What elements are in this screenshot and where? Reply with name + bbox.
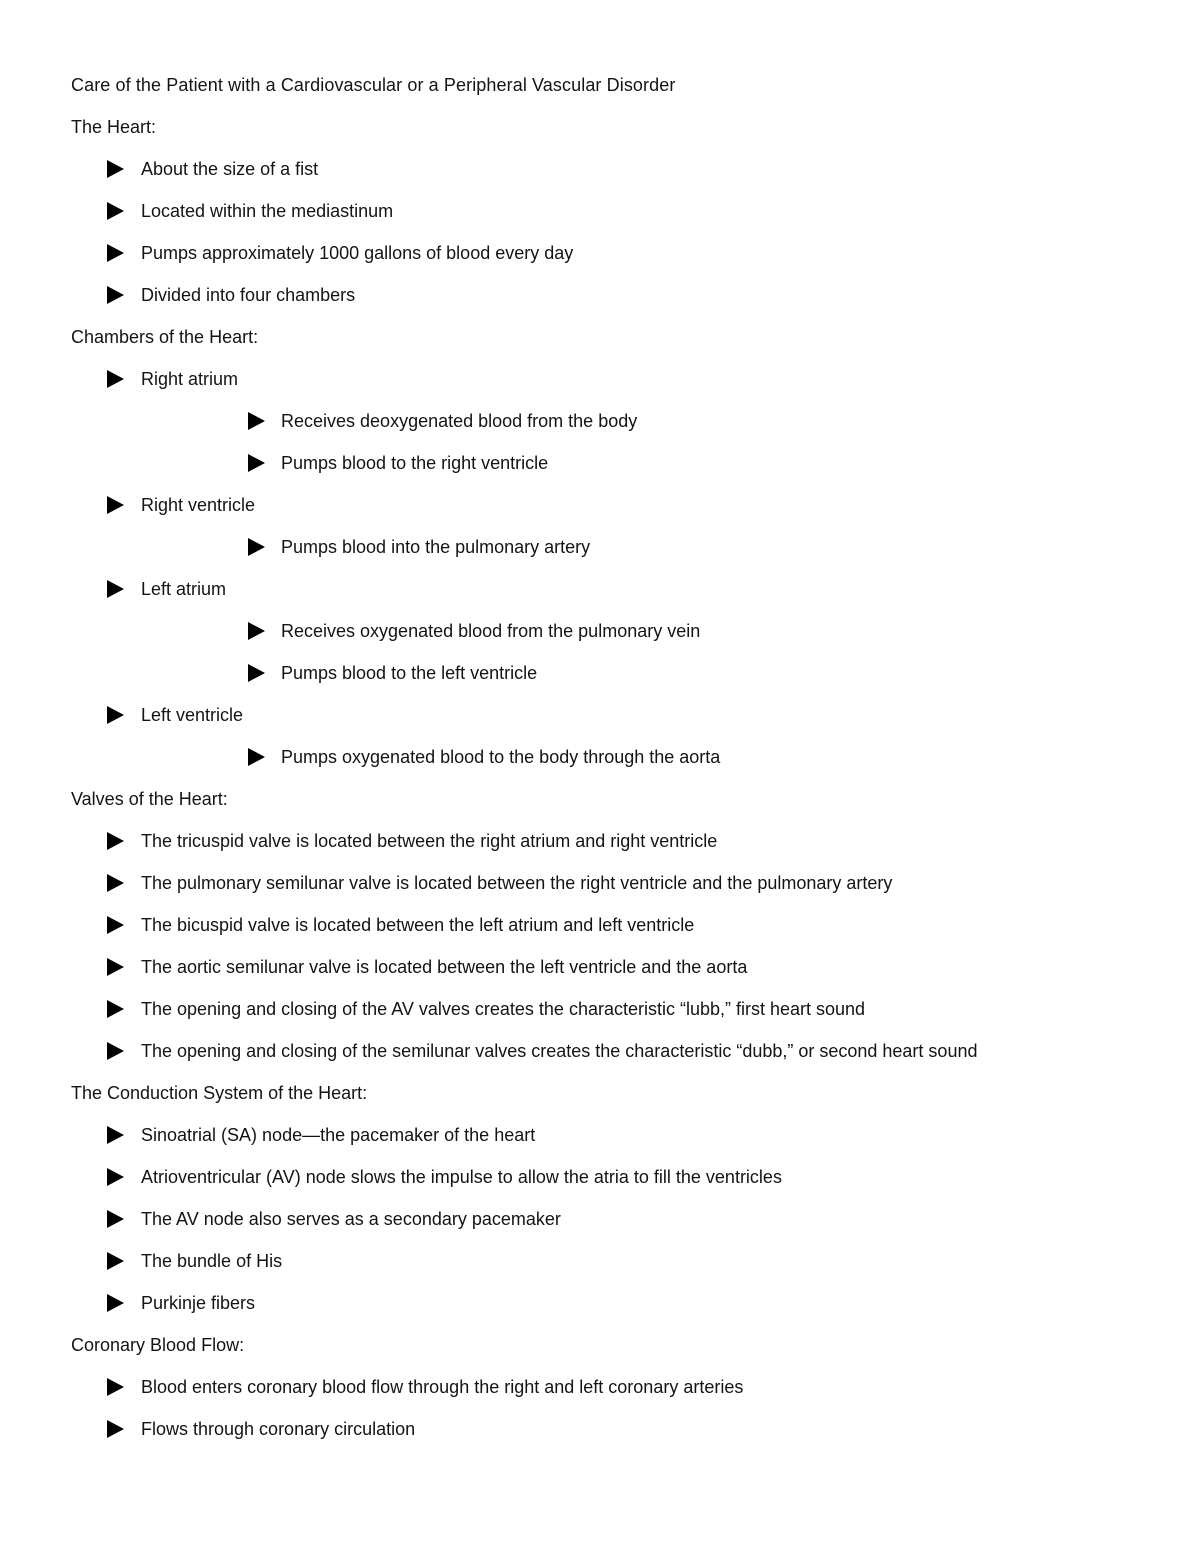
list-item-text: Right atrium [141, 369, 239, 389]
list-item [71, 367, 1181, 475]
list-item [71, 829, 1181, 853]
sub-list-item [141, 409, 1181, 433]
triangle-right-icon [107, 1420, 124, 1438]
sub-list-item-text: Pumps oxygenated blood to the body through the aorta [281, 747, 721, 767]
triangle-right-icon [107, 874, 124, 892]
sub-list-item [141, 451, 1181, 475]
section-heading: Chambers of the Heart: [71, 327, 259, 347]
list-item [71, 1039, 1181, 1063]
list-item-text: Atrioventricular (AV) node slows the impulse to allow the atria to fill the ventricles [141, 1167, 782, 1187]
sub-list-item-text: Pumps blood into the pulmonary artery [281, 537, 591, 557]
triangle-right-icon [107, 916, 124, 934]
list-item-text: The aortic semilunar valve is located between the left ventricle and the aorta [141, 957, 748, 977]
triangle-right-icon [248, 664, 265, 682]
bullet-list [71, 829, 1181, 1063]
list-item-text: The pulmonary semilunar valve is located between the right ventricle and the pulmonary artery [141, 873, 893, 893]
list-item [71, 493, 1181, 559]
bullet-list [71, 1375, 1181, 1441]
list-item [71, 1123, 1181, 1147]
section-heading: Valves of the Heart: [71, 789, 228, 809]
triangle-right-icon [107, 832, 124, 850]
list-item [71, 871, 1181, 895]
list-item-text: Pumps approximately 1000 gallons of blood every day [141, 243, 574, 263]
triangle-right-icon [248, 748, 265, 766]
list-item [71, 577, 1181, 685]
triangle-right-icon [107, 1210, 124, 1228]
sub-list-item-text: Pumps blood to the right ventricle [281, 453, 549, 473]
sub-list-item [141, 661, 1181, 685]
list-item-text: The bicuspid valve is located between the left atrium and left ventricle [141, 915, 695, 935]
list-item-text: Divided into four chambers [141, 285, 356, 305]
section-heading: The Heart: [71, 117, 157, 137]
list-item-text: Left ventricle [141, 705, 244, 725]
triangle-right-icon [107, 1042, 124, 1060]
triangle-right-icon [107, 1126, 124, 1144]
list-item-text: The opening and closing of the AV valves creates the characteristic “lubb,” first heart sound [141, 999, 866, 1019]
triangle-right-icon [107, 1000, 124, 1018]
sub-bullet-list [141, 745, 1181, 769]
triangle-right-icon [107, 496, 124, 514]
triangle-right-icon [107, 1252, 124, 1270]
triangle-right-icon [248, 538, 265, 556]
triangle-right-icon [107, 1294, 124, 1312]
list-item-text: The bundle of His [141, 1251, 283, 1271]
triangle-right-icon [107, 706, 124, 724]
triangle-right-icon [107, 286, 124, 304]
sub-list-item [141, 745, 1181, 769]
list-item [71, 1165, 1181, 1189]
triangle-right-icon [248, 454, 265, 472]
document-body [71, 115, 1181, 1441]
list-item-text: The tricuspid valve is located between the right atrium and right ventricle [141, 831, 718, 851]
list-item [71, 1207, 1181, 1231]
list-item [71, 199, 1181, 223]
triangle-right-icon [248, 622, 265, 640]
sub-list-item-text: Receives deoxygenated blood from the body [281, 411, 638, 431]
list-item [71, 997, 1181, 1021]
sub-list-item [141, 535, 1181, 559]
bullet-list [71, 367, 1181, 769]
list-item [71, 241, 1181, 265]
triangle-right-icon [107, 1168, 124, 1186]
document-page [71, 73, 1181, 1459]
section-heading: Coronary Blood Flow: [71, 1335, 245, 1355]
triangle-right-icon [107, 958, 124, 976]
list-item [71, 703, 1181, 769]
sub-list-item-text: Pumps blood to the left ventricle [281, 663, 538, 683]
sub-bullet-list [141, 409, 1181, 475]
list-item [71, 1417, 1181, 1441]
triangle-right-icon [248, 412, 265, 430]
list-item [71, 157, 1181, 181]
bullet-list [71, 157, 1181, 307]
triangle-right-icon [107, 244, 124, 262]
triangle-right-icon [107, 580, 124, 598]
list-item-text: About the size of a fist [141, 159, 319, 179]
list-item-text: The opening and closing of the semilunar valves creates the characteristic “dubb,” or second heart sound [141, 1041, 978, 1061]
list-item-text: Right ventricle [141, 495, 256, 515]
triangle-right-icon [107, 370, 124, 388]
triangle-right-icon [107, 160, 124, 178]
bullet-list [71, 1123, 1181, 1315]
list-item [71, 283, 1181, 307]
list-item-text: Left atrium [141, 579, 227, 599]
sub-list-item [141, 619, 1181, 643]
list-item [71, 913, 1181, 937]
triangle-right-icon [107, 202, 124, 220]
sub-bullet-list [141, 535, 1181, 559]
sub-bullet-list [141, 619, 1181, 685]
section-heading: The Conduction System of the Heart: [71, 1083, 368, 1103]
list-item [71, 955, 1181, 979]
list-item-text: Located within the mediastinum [141, 201, 394, 221]
list-item [71, 1291, 1181, 1315]
list-item [71, 1375, 1181, 1399]
list-item [71, 1249, 1181, 1273]
sub-list-item-text: Receives oxygenated blood from the pulmonary vein [281, 621, 701, 641]
document-title: Care of the Patient with a Cardiovascular or a Peripheral Vascular Disorder [71, 75, 676, 95]
list-item-text: Sinoatrial (SA) node—the pacemaker of the heart [141, 1125, 536, 1145]
list-item-text: Purkinje fibers [141, 1293, 256, 1313]
triangle-right-icon [107, 1378, 124, 1396]
list-item-text: Flows through coronary circulation [141, 1419, 416, 1439]
list-item-text: Blood enters coronary blood flow through the right and left coronary arteries [141, 1377, 744, 1397]
list-item-text: The AV node also serves as a secondary pacemaker [141, 1209, 561, 1229]
